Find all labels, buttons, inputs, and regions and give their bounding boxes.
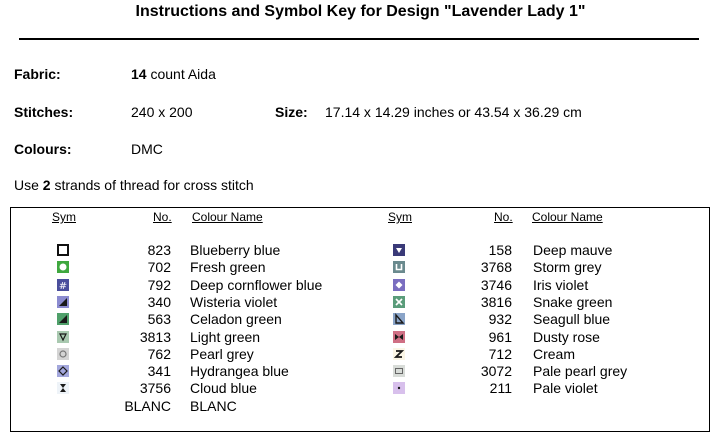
dmc-number: 3816 [480, 293, 512, 310]
symbol-swatch-icon [57, 279, 69, 291]
colours-value: DMC [131, 141, 163, 157]
colour-name: Pale pearl grey [533, 363, 628, 380]
colour-name: Fresh green [190, 259, 266, 276]
stitches-value: 240 x 200 [131, 104, 193, 120]
header-colour-name-left: Colour Name [192, 210, 263, 224]
fabric-count: 14 [131, 66, 147, 82]
dmc-number: 563 [147, 311, 171, 328]
dmc-number: 158 [488, 242, 512, 258]
symbol-swatch-icon [393, 331, 405, 343]
symbol-swatch-icon [57, 382, 69, 394]
stitches-label: Stitches: [14, 104, 74, 120]
svg-text:#: # [58, 280, 68, 291]
strand-count: 2 [42, 177, 51, 193]
colour-name: Light green [190, 328, 261, 345]
colour-name: Pearl grey [190, 345, 254, 362]
fabric-value [131, 66, 216, 82]
colour-name: BLANC [190, 397, 237, 414]
colour-name: Celadon green [190, 311, 282, 328]
header-no-right: No. [494, 210, 513, 224]
colour-name: Deep cornflower blue [190, 276, 323, 293]
colour-name: Seagull blue [533, 311, 611, 328]
header-colour-name-right: Colour Name [532, 210, 603, 224]
symbol-swatch-icon [57, 400, 69, 412]
dmc-number: 792 [147, 276, 171, 293]
dmc-number: 3746 [480, 276, 512, 293]
title-divider [19, 38, 699, 40]
instruction-prefix: Use [14, 177, 43, 193]
colour-name: Blueberry blue [190, 242, 281, 258]
thread-instruction [14, 177, 254, 193]
symbol-swatch-icon [57, 365, 69, 377]
colour-name: Snake green [533, 293, 613, 310]
symbol-swatch-icon [57, 348, 69, 360]
symbol-swatch-icon [393, 365, 405, 377]
symbol-swatch-icon [393, 313, 405, 325]
colour-name: Dusty rose [533, 328, 600, 345]
symbol-swatch-icon [393, 244, 405, 256]
size-label: Size: [275, 104, 308, 120]
instruction-suffix: strands of thread for cross stitch [50, 177, 254, 193]
symbol-swatch-icon [57, 313, 69, 325]
symbol-swatch-icon [393, 296, 405, 308]
dmc-number: 3768 [480, 259, 512, 276]
symbol-swatch-icon [393, 261, 405, 273]
dmc-number: 3813 [139, 328, 171, 345]
fabric-type: count Aida [146, 66, 216, 82]
colour-name: Cloud blue [190, 380, 257, 397]
colour-name: Storm grey [533, 259, 602, 276]
dmc-number: 3072 [480, 363, 512, 380]
colour-name: Wisteria violet [190, 293, 278, 310]
dmc-number: 341 [147, 363, 171, 380]
symbol-swatch-icon [57, 261, 69, 273]
header-sym-right: Sym [388, 210, 412, 224]
size-value: 17.14 x 14.29 inches or 43.54 x 36.29 cm [325, 104, 582, 120]
colour-name: Hydrangea blue [190, 363, 289, 380]
header-sym-left: Sym [52, 210, 76, 224]
colour-name: Pale violet [533, 380, 598, 397]
symbol-swatch-icon [393, 382, 405, 394]
dmc-number: 961 [488, 328, 512, 345]
fabric-label: Fabric: [14, 66, 61, 82]
page-title: Instructions and Symbol Key for Design "Lavender Lady 1" [135, 3, 586, 20]
colour-name: Deep mauve [533, 242, 613, 258]
dmc-number: 340 [147, 293, 171, 310]
colour-name: Cream [533, 345, 576, 362]
dmc-number: 712 [488, 345, 512, 362]
symbol-swatch-icon [57, 331, 69, 343]
dmc-number: 823 [147, 242, 171, 258]
header-no-left: No. [153, 210, 172, 224]
symbol-swatch-icon [57, 244, 69, 256]
colours-label: Colours: [14, 141, 72, 157]
colour-name: Iris violet [533, 276, 589, 293]
dmc-number: 3756 [139, 380, 171, 397]
symbol-swatch-icon [57, 296, 69, 308]
dmc-number: 762 [147, 345, 171, 362]
dmc-number: BLANC [124, 397, 171, 414]
dmc-number: 702 [147, 259, 171, 276]
symbol-swatch-icon [393, 348, 405, 360]
dmc-number: 211 [489, 380, 512, 397]
dmc-number: 932 [488, 311, 512, 328]
symbol-swatch-icon [393, 279, 405, 291]
